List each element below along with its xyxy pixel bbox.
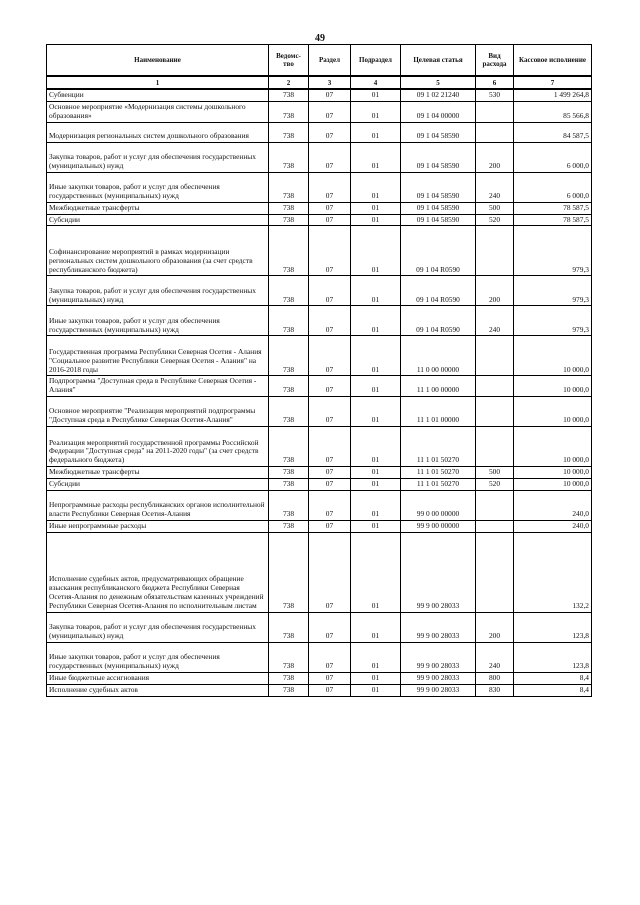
row-razdel: 07 <box>309 612 351 642</box>
row-kassovoe-ispolnenie: 979,3 <box>514 306 592 336</box>
row-podrazdel: 01 <box>351 142 401 172</box>
row-name: Модернизация региональных систем дошкольного образования <box>47 122 269 142</box>
row-vedomstvo: 738 <box>269 642 309 672</box>
table-row <box>47 684 592 696</box>
row-podrazdel: 01 <box>351 306 401 336</box>
row-vedomstvo: 738 <box>269 142 309 172</box>
row-razdel: 07 <box>309 214 351 226</box>
row-podrazdel: 01 <box>351 172 401 202</box>
row-name: Межбюджетные трансферты <box>47 202 269 214</box>
row-kassovoe-ispolnenie: 979,3 <box>514 276 592 306</box>
row-razdel: 07 <box>309 397 351 427</box>
table-row <box>47 467 592 479</box>
row-razdel: 07 <box>309 101 351 122</box>
row-razdel: 07 <box>309 276 351 306</box>
row-razdel: 07 <box>309 684 351 696</box>
row-kassovoe-ispolnenie: 6 000,0 <box>514 172 592 202</box>
row-razdel: 07 <box>309 226 351 276</box>
row-vedomstvo: 738 <box>269 214 309 226</box>
row-razdel: 07 <box>309 202 351 214</box>
row-celevaya-statya: 09 1 04 58590 <box>401 122 476 142</box>
col-header-celevaya: Целевая статья <box>401 45 476 77</box>
row-vedomstvo: 738 <box>269 101 309 122</box>
row-name: Иные непрограммные расходы <box>47 520 269 532</box>
row-podrazdel: 01 <box>351 520 401 532</box>
row-kassovoe-ispolnenie: 6 000,0 <box>514 142 592 172</box>
row-razdel: 07 <box>309 427 351 467</box>
table-row <box>47 520 592 532</box>
column-number: 1 <box>47 76 269 89</box>
row-vedomstvo: 738 <box>269 612 309 642</box>
row-name: Межбюджетные трансферты <box>47 467 269 479</box>
table-row <box>47 397 592 427</box>
row-name: Закупка товаров, работ и услуг для обеспечения государственных (муниципальных) нужд <box>47 142 269 172</box>
row-vid-rashoda <box>476 336 514 376</box>
row-name: Субсидии <box>47 214 269 226</box>
row-vedomstvo: 738 <box>269 376 309 397</box>
row-razdel: 07 <box>309 532 351 612</box>
column-number: 3 <box>309 76 351 89</box>
row-celevaya-statya: 99 9 00 28033 <box>401 532 476 612</box>
header-row <box>47 45 592 77</box>
row-celevaya-statya: 09 1 04 R0590 <box>401 226 476 276</box>
row-celevaya-statya: 99 9 00 28033 <box>401 672 476 684</box>
row-kassovoe-ispolnenie: 240,0 <box>514 490 592 520</box>
row-razdel: 07 <box>309 306 351 336</box>
table-row <box>47 89 592 101</box>
row-name: Иные закупки товаров, работ и услуг для обеспечения государственных (муниципальных) нужд <box>47 306 269 336</box>
row-podrazdel: 01 <box>351 490 401 520</box>
row-podrazdel: 01 <box>351 89 401 101</box>
table-row <box>47 306 592 336</box>
col-header-vedomstvo: Ведомс-тво <box>269 45 309 77</box>
row-vid-rashoda <box>476 101 514 122</box>
row-vid-rashoda: 200 <box>476 276 514 306</box>
row-podrazdel: 01 <box>351 276 401 306</box>
row-name: Основное мероприятие «Модернизация системы дошкольного образования» <box>47 101 269 122</box>
table-row <box>47 427 592 467</box>
budget-table <box>46 44 592 697</box>
row-celevaya-statya: 09 1 02 21240 <box>401 89 476 101</box>
row-vid-rashoda: 520 <box>476 214 514 226</box>
row-vedomstvo: 738 <box>269 427 309 467</box>
col-header-kassovoe: Кассовое исполнение <box>514 45 592 77</box>
row-celevaya-statya: 09 1 04 00000 <box>401 101 476 122</box>
row-celevaya-statya: 11 1 01 50270 <box>401 479 476 491</box>
row-podrazdel: 01 <box>351 226 401 276</box>
row-celevaya-statya: 99 9 00 28033 <box>401 684 476 696</box>
row-podrazdel: 01 <box>351 376 401 397</box>
row-name: Исполнение судебных актов <box>47 684 269 696</box>
table-row <box>47 336 592 376</box>
row-vid-rashoda: 530 <box>476 89 514 101</box>
row-kassovoe-ispolnenie: 123,8 <box>514 642 592 672</box>
row-kassovoe-ispolnenie: 10 000,0 <box>514 427 592 467</box>
row-podrazdel: 01 <box>351 336 401 376</box>
row-celevaya-statya: 11 1 01 50270 <box>401 467 476 479</box>
row-vedomstvo: 738 <box>269 672 309 684</box>
table-row <box>47 532 592 612</box>
row-vid-rashoda: 500 <box>476 202 514 214</box>
row-vid-rashoda <box>476 226 514 276</box>
row-kassovoe-ispolnenie: 8,4 <box>514 672 592 684</box>
row-razdel: 07 <box>309 122 351 142</box>
column-number: 5 <box>401 76 476 89</box>
col-header-podrazdel: Подраздел <box>351 45 401 77</box>
row-celevaya-statya: 09 1 04 58590 <box>401 214 476 226</box>
row-vedomstvo: 738 <box>269 467 309 479</box>
table-row <box>47 672 592 684</box>
row-celevaya-statya: 09 1 04 58590 <box>401 202 476 214</box>
row-kassovoe-ispolnenie: 78 587,5 <box>514 202 592 214</box>
row-vid-rashoda <box>476 532 514 612</box>
row-kassovoe-ispolnenie: 84 587,5 <box>514 122 592 142</box>
row-vedomstvo: 738 <box>269 276 309 306</box>
row-vedomstvo: 738 <box>269 684 309 696</box>
row-podrazdel: 01 <box>351 427 401 467</box>
page-number: 49 <box>315 33 325 44</box>
table-row <box>47 202 592 214</box>
table-body <box>47 89 592 696</box>
row-vid-rashoda: 830 <box>476 684 514 696</box>
row-vedomstvo: 738 <box>269 397 309 427</box>
row-vid-rashoda: 240 <box>476 306 514 336</box>
row-vid-rashoda: 200 <box>476 142 514 172</box>
table-row <box>47 479 592 491</box>
column-number: 2 <box>269 76 309 89</box>
row-name: Субвенции <box>47 89 269 101</box>
row-kassovoe-ispolnenie: 123,8 <box>514 612 592 642</box>
row-razdel: 07 <box>309 467 351 479</box>
row-vedomstvo: 738 <box>269 122 309 142</box>
row-podrazdel: 01 <box>351 612 401 642</box>
row-kassovoe-ispolnenie: 240,0 <box>514 520 592 532</box>
row-vid-rashoda: 240 <box>476 642 514 672</box>
row-vid-rashoda <box>476 376 514 397</box>
row-kassovoe-ispolnenie: 85 566,8 <box>514 101 592 122</box>
row-name: Иные закупки товаров, работ и услуг для обеспечения государственных (муниципальных) нужд <box>47 172 269 202</box>
table-row <box>47 142 592 172</box>
row-vid-rashoda <box>476 122 514 142</box>
row-celevaya-statya: 09 1 04 58590 <box>401 172 476 202</box>
row-vid-rashoda <box>476 490 514 520</box>
row-celevaya-statya: 11 1 00 00000 <box>401 376 476 397</box>
row-razdel: 07 <box>309 520 351 532</box>
row-name: Государственная программа Республики Северная Осетия - Алания "Социальное развитие Республики Северная Осетия - Алания" на 2016-2018 годы <box>47 336 269 376</box>
row-razdel: 07 <box>309 672 351 684</box>
row-vedomstvo: 738 <box>269 520 309 532</box>
row-kassovoe-ispolnenie: 10 000,0 <box>514 479 592 491</box>
row-name: Софинансирование мероприятий в рамках модернизации региональных систем дошкольного образования (за счет средств республиканского бюджета) <box>47 226 269 276</box>
row-razdel: 07 <box>309 642 351 672</box>
row-vedomstvo: 738 <box>269 479 309 491</box>
row-kassovoe-ispolnenie: 8,4 <box>514 684 592 696</box>
row-celevaya-statya: 09 1 04 58590 <box>401 142 476 172</box>
table-row <box>47 101 592 122</box>
table-row <box>47 612 592 642</box>
row-name: Субсидии <box>47 479 269 491</box>
table-row <box>47 172 592 202</box>
row-podrazdel: 01 <box>351 467 401 479</box>
row-vedomstvo: 738 <box>269 306 309 336</box>
row-razdel: 07 <box>309 142 351 172</box>
row-vid-rashoda: 520 <box>476 479 514 491</box>
row-kassovoe-ispolnenie: 979,3 <box>514 226 592 276</box>
row-vid-rashoda <box>476 520 514 532</box>
row-razdel: 07 <box>309 479 351 491</box>
row-vedomstvo: 738 <box>269 336 309 376</box>
row-kassovoe-ispolnenie: 1 499 264,8 <box>514 89 592 101</box>
row-kassovoe-ispolnenie: 132,2 <box>514 532 592 612</box>
row-name: Закупка товаров, работ и услуг для обеспечения государственных (муниципальных) нужд <box>47 276 269 306</box>
row-name: Закупка товаров, работ и услуг для обеспечения государственных (муниципальных) нужд <box>47 612 269 642</box>
row-celevaya-statya: 99 9 00 00000 <box>401 520 476 532</box>
row-vedomstvo: 738 <box>269 490 309 520</box>
row-podrazdel: 01 <box>351 532 401 612</box>
row-celevaya-statya: 99 0 00 00000 <box>401 490 476 520</box>
row-celevaya-statya: 99 9 00 28033 <box>401 612 476 642</box>
row-kassovoe-ispolnenie: 10 000,0 <box>514 467 592 479</box>
row-celevaya-statya: 11 0 00 00000 <box>401 336 476 376</box>
row-razdel: 07 <box>309 490 351 520</box>
col-header-name: Наименование <box>47 45 269 77</box>
row-celevaya-statya: 09 1 04 R0590 <box>401 276 476 306</box>
row-vid-rashoda: 200 <box>476 612 514 642</box>
row-kassovoe-ispolnenie: 10 000,0 <box>514 397 592 427</box>
row-name: Иные бюджетные ассигнования <box>47 672 269 684</box>
row-name: Иные закупки товаров, работ и услуг для обеспечения государственных (муниципальных) нужд <box>47 642 269 672</box>
row-celevaya-statya: 11 1 01 50270 <box>401 427 476 467</box>
row-name: Непрограммные расходы республиканских органов исполнительной власти Республики Северная Осетия-Алания <box>47 490 269 520</box>
row-podrazdel: 01 <box>351 397 401 427</box>
row-podrazdel: 01 <box>351 122 401 142</box>
row-razdel: 07 <box>309 336 351 376</box>
row-vid-rashoda <box>476 427 514 467</box>
row-vedomstvo: 738 <box>269 89 309 101</box>
column-number: 4 <box>351 76 401 89</box>
row-kassovoe-ispolnenie: 78 587,5 <box>514 214 592 226</box>
row-podrazdel: 01 <box>351 684 401 696</box>
row-podrazdel: 01 <box>351 202 401 214</box>
row-podrazdel: 01 <box>351 672 401 684</box>
row-celevaya-statya: 11 1 01 00000 <box>401 397 476 427</box>
row-name: Реализация мероприятий государственной программы Российской Федерации "Доступная среда" на 2011-2020 годы" (за счет средств федерального бюджета) <box>47 427 269 467</box>
row-name: Исполнение судебных актов, предусматривающих обращение взыскания республиканского бюджета Республики Северная Осетия-Алания по денежным обязательствам казенных учреждений Республики Северная Осетия-Алания по исполнительным листам <box>47 532 269 612</box>
row-podrazdel: 01 <box>351 214 401 226</box>
row-podrazdel: 01 <box>351 479 401 491</box>
row-vid-rashoda <box>476 397 514 427</box>
row-razdel: 07 <box>309 89 351 101</box>
table-row <box>47 642 592 672</box>
row-name: Подпрограмма "Доступная среда в Республике Северная Осетия - Алания" <box>47 376 269 397</box>
row-podrazdel: 01 <box>351 642 401 672</box>
table-row <box>47 122 592 142</box>
table-row <box>47 276 592 306</box>
col-header-vid: Вид расхода <box>476 45 514 77</box>
col-header-razdel: Раздел <box>309 45 351 77</box>
row-kassovoe-ispolnenie: 10 000,0 <box>514 376 592 397</box>
table-row <box>47 214 592 226</box>
table-row <box>47 490 592 520</box>
column-number: 7 <box>514 76 592 89</box>
row-name: Основное мероприятие "Реализация мероприятий подпрограммы "Доступная среда в Республике Северная Осетия-Алания" <box>47 397 269 427</box>
row-razdel: 07 <box>309 172 351 202</box>
row-vid-rashoda: 800 <box>476 672 514 684</box>
row-vid-rashoda: 500 <box>476 467 514 479</box>
row-kassovoe-ispolnenie: 10 000,0 <box>514 336 592 376</box>
row-celevaya-statya: 09 1 04 R0590 <box>401 306 476 336</box>
row-vedomstvo: 738 <box>269 532 309 612</box>
row-vedomstvo: 738 <box>269 202 309 214</box>
row-podrazdel: 01 <box>351 101 401 122</box>
row-razdel: 07 <box>309 376 351 397</box>
table-row <box>47 226 592 276</box>
table-row <box>47 376 592 397</box>
row-celevaya-statya: 99 9 00 28033 <box>401 642 476 672</box>
column-numbers-row <box>47 76 592 89</box>
row-vedomstvo: 738 <box>269 226 309 276</box>
row-vid-rashoda: 240 <box>476 172 514 202</box>
column-number: 6 <box>476 76 514 89</box>
row-vedomstvo: 738 <box>269 172 309 202</box>
